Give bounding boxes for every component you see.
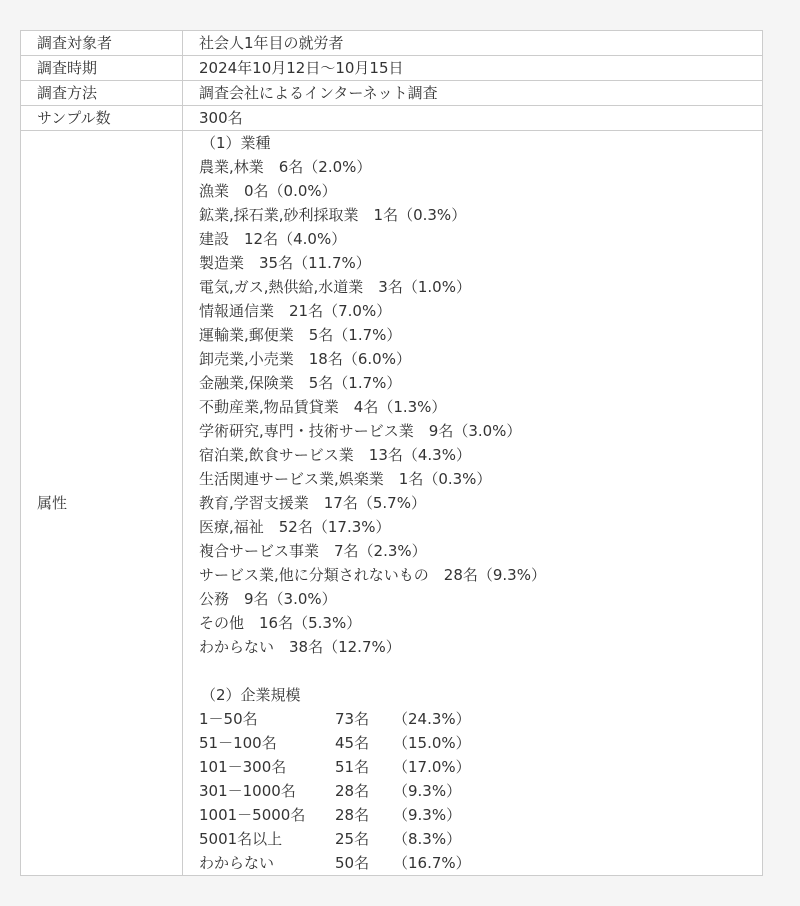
row-label: 調査方法 <box>21 81 183 106</box>
company-size-percent: （8.3%） <box>393 830 462 848</box>
company-size-count: 73名 <box>335 710 370 728</box>
company-size-count: 51名 <box>335 758 370 776</box>
company-size-item <box>199 731 762 755</box>
company-size-item <box>199 827 762 851</box>
industry-list <box>199 155 762 659</box>
survey-overview-table <box>20 30 763 876</box>
company-size-percent: （17.0%） <box>393 758 471 776</box>
company-size-percent: （24.3%） <box>393 710 471 728</box>
attributes-value <box>183 131 763 876</box>
industry-item: 農業,林業 6名（2.0%） <box>199 158 372 176</box>
industry-item: 公務 9名（3.0%） <box>199 590 337 608</box>
row-value: 2024年10月12日～10月15日 <box>183 56 763 81</box>
company-size-label: 5001名以上 <box>199 830 283 848</box>
company-size-label: 301－1000名 <box>199 782 296 800</box>
industry-item: 鉱業,採石業,砂利採取業 1名（0.3%） <box>199 206 467 224</box>
industry-item: 教育,学習支援業 17名（5.7%） <box>199 494 426 512</box>
company-size-count: 25名 <box>335 830 370 848</box>
industry-item: 情報通信業 21名（7.0%） <box>199 302 392 320</box>
industry-item: 建設 12名（4.0%） <box>199 230 347 248</box>
company-size-item <box>199 851 762 875</box>
row-value: 300名 <box>183 106 763 131</box>
company-size-percent: （16.7%） <box>393 854 471 872</box>
company-size-item <box>199 707 762 731</box>
company-size-label: わからない <box>199 854 275 872</box>
bottom-strip <box>0 876 800 906</box>
company-size-list <box>199 707 762 875</box>
industry-item: サービス業,他に分類されないもの 28名（9.3%） <box>199 566 546 584</box>
row-label: サンプル数 <box>21 106 183 131</box>
industry-item: 運輸業,郵便業 5名（1.7%） <box>199 326 402 344</box>
company-size-label: 1－50名 <box>199 710 258 728</box>
company-size-percent: （9.3%） <box>393 806 462 824</box>
table-row <box>21 81 763 106</box>
industry-item: 漁業 0名（0.0%） <box>199 182 337 200</box>
company-size-count: 28名 <box>335 782 370 800</box>
industry-item: 不動産業,物品賃貸業 4名（1.3%） <box>199 398 447 416</box>
industry-item: その他 16名（5.3%） <box>199 614 362 632</box>
company-size-item <box>199 803 762 827</box>
industry-item: 卸売業,小売業 18名（6.0%） <box>199 350 411 368</box>
attributes-label: 属性 <box>21 131 183 876</box>
company-size-item <box>199 779 762 803</box>
company-size-heading: （2）企業規模 <box>201 686 301 704</box>
industry-item: 宿泊業,飲食サービス業 13名（4.3%） <box>199 446 471 464</box>
industry-item: 複合サービス事業 7名（2.3%） <box>199 542 427 560</box>
company-size-label: 51－100名 <box>199 734 277 752</box>
company-size-item <box>199 755 762 779</box>
table-row-attributes <box>21 131 763 876</box>
company-size-label: 1001－5000名 <box>199 806 306 824</box>
company-size-count: 45名 <box>335 734 370 752</box>
spacer <box>199 659 762 683</box>
row-label: 調査対象者 <box>21 31 183 56</box>
industry-item: 学術研究,専門・技術サービス業 9名（3.0%） <box>199 422 522 440</box>
industry-item: 医療,福祉 52名（17.3%） <box>199 518 391 536</box>
table-row <box>21 31 763 56</box>
company-size-count: 50名 <box>335 854 370 872</box>
industry-item: 生活関連サービス業,娯楽業 1名（0.3%） <box>199 470 492 488</box>
company-size-count: 28名 <box>335 806 370 824</box>
industry-item: 電気,ガス,熱供給,水道業 3名（1.0%） <box>199 278 471 296</box>
industry-item: 製造業 35名（11.7%） <box>199 254 371 272</box>
industry-item: 金融業,保険業 5名（1.7%） <box>199 374 402 392</box>
row-value: 調査会社によるインターネット調査 <box>183 81 763 106</box>
company-size-percent: （15.0%） <box>393 734 471 752</box>
top-strip <box>0 0 800 30</box>
table-row <box>21 56 763 81</box>
company-size-percent: （9.3%） <box>393 782 462 800</box>
table-row <box>21 106 763 131</box>
industry-item: わからない 38名（12.7%） <box>199 638 401 656</box>
company-size-label: 101－300名 <box>199 758 287 776</box>
industry-heading: （1）業種 <box>201 134 271 152</box>
row-label: 調査時期 <box>21 56 183 81</box>
row-value: 社会人1年目の就労者 <box>183 31 763 56</box>
